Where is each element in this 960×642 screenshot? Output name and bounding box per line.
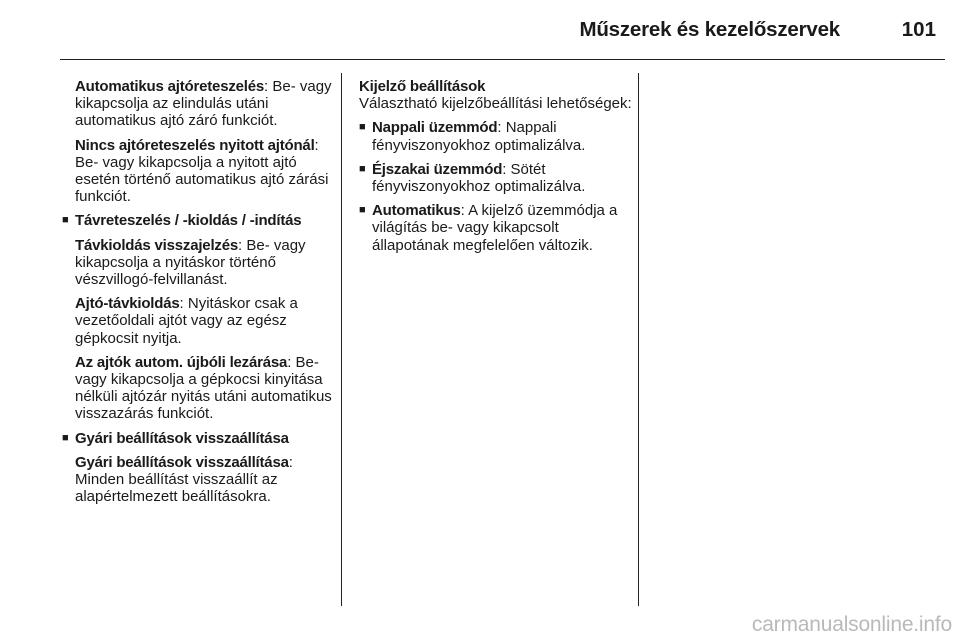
auto-relock-setting	[62, 354, 336, 423]
bullet-square-icon: ■	[359, 204, 366, 217]
column-divider-1	[341, 73, 342, 606]
no-lock-open-term: Nincs ajtóreteszelés nyitott ajtónál	[75, 136, 315, 154]
bullet-square-icon: ■	[62, 431, 69, 444]
door-remote-text: : Nyitáskor csak a vezetőoldali ajtót vagy az egész gépkocsit nyitja.	[75, 295, 298, 347]
no-lock-open-text: : Be- vagy kikapcsolja a nyitott ajtó esetén történő automatikus ajtó zárási funkciót.	[75, 136, 329, 206]
remote-feedback-text: : Be- vagy kikapcsolja a nyitáskor történő vészvillogó-felvillanást.	[75, 236, 306, 289]
bullet-square-icon: ■	[359, 162, 366, 175]
no-lock-open-setting	[62, 137, 336, 206]
door-remote-setting	[62, 295, 336, 347]
bullet-square-icon: ■	[62, 214, 69, 227]
page-number: 101	[901, 18, 936, 41]
auto-mode-text: : A kijelző üzemmódja a világítás be- vagy kikapcsolt állapotának megfelelően változik.	[372, 202, 618, 254]
day-mode-item	[359, 119, 639, 153]
factory-heading: Gyári beállítások visszaállítása	[75, 429, 289, 447]
auto-relock-text: : Be- vagy kikapcsolja a gépkocsi kinyitása nélküli ajtózár nyitás utáni automatikus visszazárás funkciót.	[75, 353, 332, 423]
factory-heading-item	[62, 430, 336, 447]
auto-lock-text: : Be- vagy kikapcsolja az elindulás utáni automatikus ajtó záró funkciót.	[75, 78, 332, 130]
night-mode-item	[359, 161, 639, 195]
display-settings-heading-block	[359, 78, 639, 95]
night-mode-text: : Sötét fényviszonyokhoz optimalizálva.	[372, 160, 586, 196]
remote-feedback-setting	[62, 237, 336, 289]
watermark: carmanualsonline.info	[751, 613, 952, 636]
remote-feedback-term: Távkioldás visszajelzés	[75, 236, 239, 254]
auto-relock-term: Az ajtók autom. újbóli lezárása	[75, 353, 288, 371]
remote-heading-item	[62, 212, 336, 229]
remote-heading: Távreteszelés / -kioldás / -indítás	[75, 212, 302, 230]
display-settings-heading: Kijelző beállítások	[359, 78, 486, 95]
night-mode-term: Éjszakai üzemmód	[372, 160, 503, 178]
factory-reset-term: Gyári beállítások visszaállítása	[75, 453, 289, 471]
bullet-square-icon: ■	[359, 121, 366, 134]
auto-lock-term: Automatikus ajtóreteszelés	[75, 78, 265, 95]
day-mode-text: : Nappali fényviszonyokhoz optimalizálva.	[372, 119, 586, 154]
day-mode-term: Nappali üzemmód	[372, 119, 498, 137]
door-remote-term: Ajtó-távkioldás	[75, 295, 180, 313]
auto-mode-term: Automatikus	[372, 202, 461, 220]
factory-reset-text: : Minden beállítást visszaállít az alapértelmezett beállításokra.	[75, 453, 293, 506]
right-column	[359, 78, 639, 261]
display-settings-intro: Választható kijelzőbeállítási lehetőségek:	[359, 95, 632, 113]
header-divider	[60, 59, 945, 60]
auto-mode-item	[359, 202, 639, 254]
page-title: Műszerek és kezelőszervek	[579, 18, 840, 41]
factory-reset-setting	[62, 454, 336, 506]
auto-lock-setting	[62, 78, 336, 130]
left-column	[62, 78, 336, 512]
